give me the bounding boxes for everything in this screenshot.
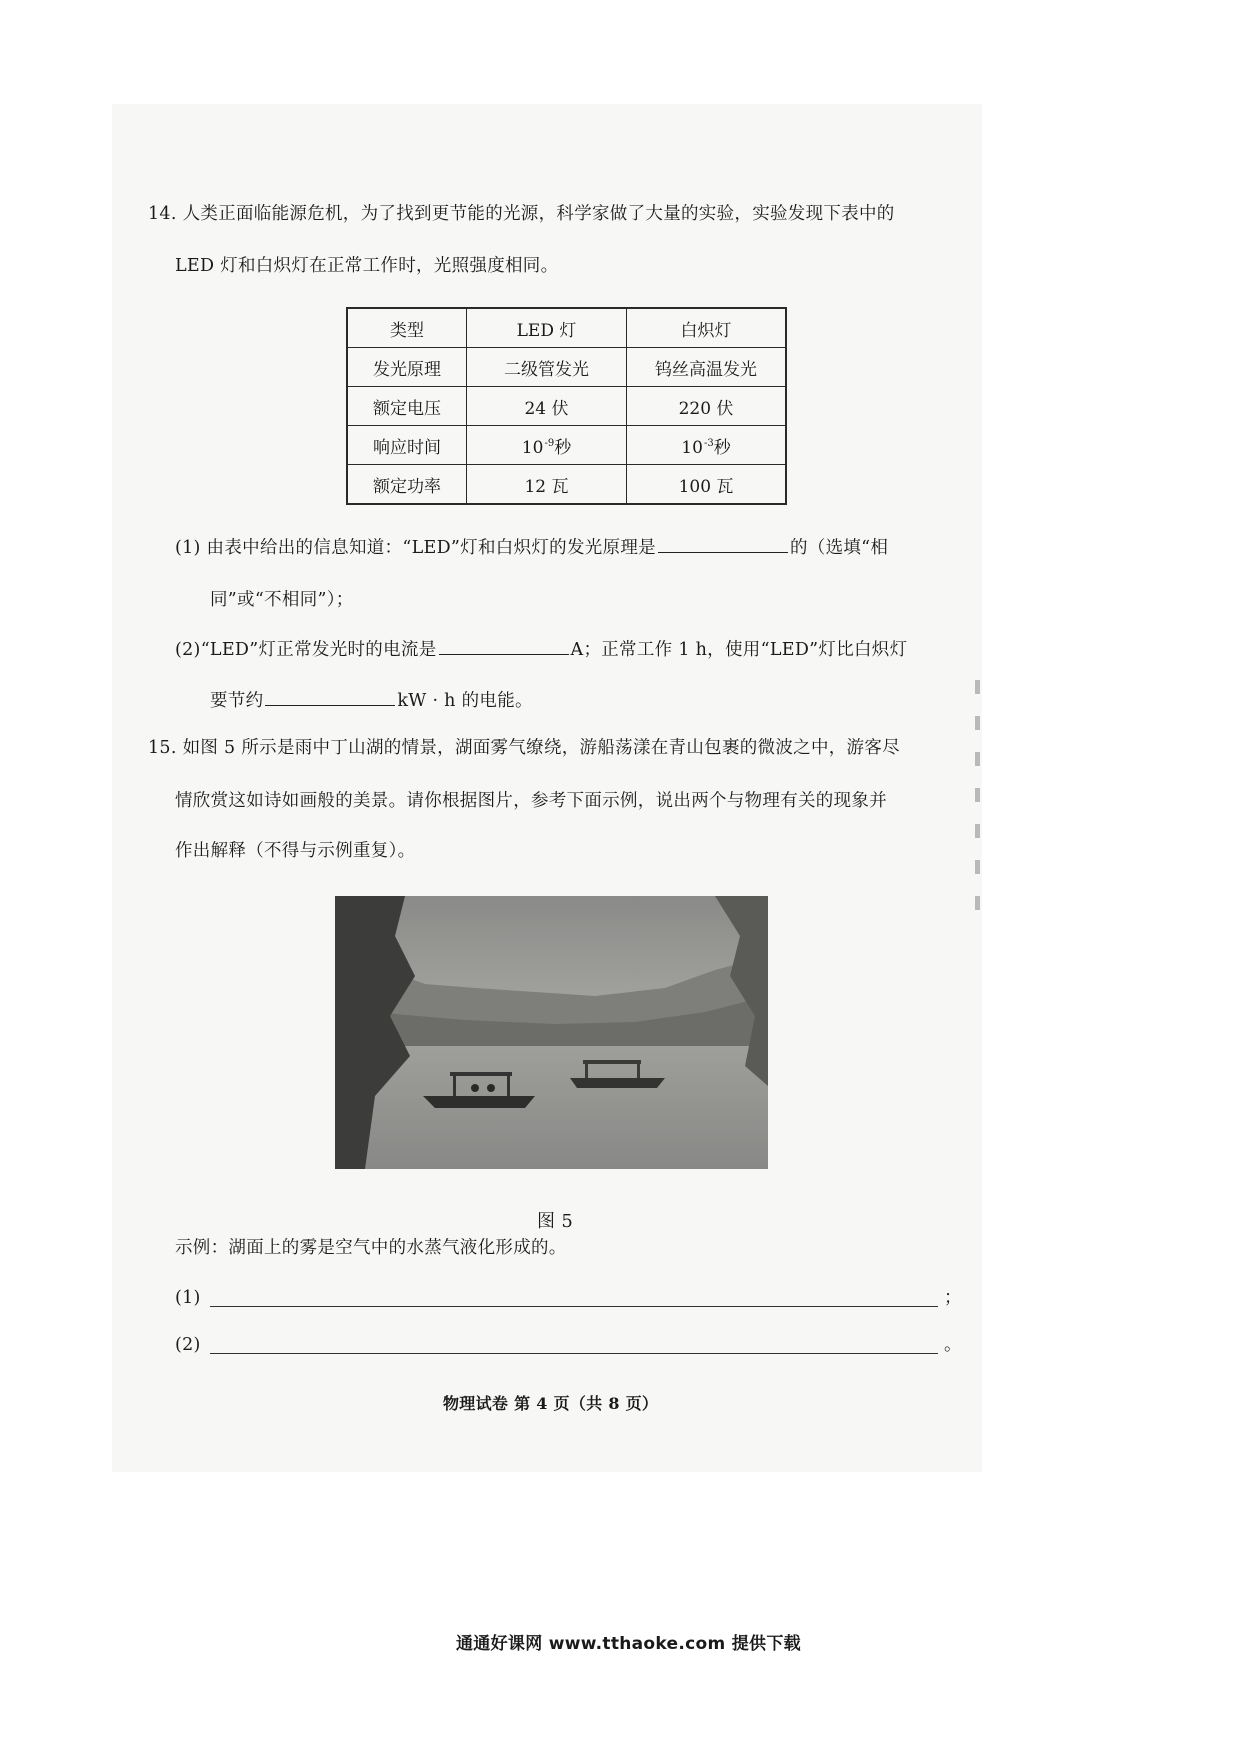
incandescent-cell: 钨丝高温发光	[627, 348, 787, 387]
q15-line3: 作出解释（不得与示例重复）。	[175, 841, 416, 861]
figure-caption: 图 5	[537, 1211, 574, 1232]
row-label: 发光原理	[347, 348, 467, 387]
q14-intro-line2: LED 灯和白炽灯在正常工作时，光照强度相同。	[175, 256, 559, 276]
q14-intro-line1: 14. 人类正面临能源危机，为了找到更节能的光源，科学家做了大量的实验，实验发现下表中的	[148, 204, 895, 224]
header-led: LED 灯	[467, 308, 627, 348]
row-label: 响应时间	[347, 426, 467, 465]
answer-2-end: 。	[944, 1335, 962, 1355]
q14-sub1-line1	[175, 540, 888, 558]
incandescent-cell: 100 瓦	[627, 465, 787, 505]
q15-line2: 情欣赏这如诗如画般的美景。请你根据图片，参考下面示例，说出两个与物理有关的现象并	[175, 791, 887, 811]
answer-1-line[interactable]	[210, 1306, 938, 1307]
led-response-base: 10	[521, 437, 544, 458]
answer-1-end: ；	[944, 1288, 962, 1308]
led-cell: 24 伏	[467, 387, 627, 426]
table-header-row	[347, 308, 786, 348]
header-incandescent: 白炽灯	[627, 308, 787, 348]
q15-example: 示例：湖面上的雾是空气中的水蒸气液化形成的。	[175, 1238, 567, 1258]
table-row	[347, 426, 786, 465]
answer-2-label: (2)	[175, 1335, 201, 1355]
led-cell: 12 瓦	[467, 465, 627, 505]
inc-response-base: 10	[681, 437, 703, 458]
led-cell	[467, 426, 627, 465]
q14-sub2-current-blank[interactable]	[439, 653, 569, 655]
q14-sub2-text: (2)“LED”灯正常发光时的电流是	[175, 640, 437, 660]
answer-1-label: (1)	[175, 1288, 201, 1308]
comparison-table	[346, 307, 787, 505]
q14-sub1-text: (1) 由表中给出的信息知道：“LED”灯和白炽灯的发光原理是	[175, 538, 656, 558]
edge-marks	[972, 680, 984, 932]
row-label: 额定功率	[347, 465, 467, 505]
table-row	[347, 465, 786, 505]
header-type: 类型	[347, 308, 467, 348]
inc-response-unit: 秒	[713, 437, 731, 458]
led-cell: 二级管发光	[467, 348, 627, 387]
inc-response-exponent: -3	[703, 437, 714, 449]
answer-2-line[interactable]	[210, 1353, 938, 1354]
q14-sub1-line2: 同”或“不相同”）；	[210, 590, 354, 610]
led-response-unit: 秒	[554, 437, 572, 458]
q14-sub2-text-c: 要节约	[210, 691, 264, 711]
q15-line1: 15. 如图 5 所示是雨中丁山湖的情景，湖面雾气缭绕，游船荡漾在青山包裹的微波之中，游客尽	[148, 738, 900, 758]
page-footer: 物理试卷 第 4 页（共 8 页）	[443, 1394, 659, 1413]
incandescent-cell: 220 伏	[627, 387, 787, 426]
q14-sub1-option-text: 的（选填“相	[789, 538, 889, 558]
table-row	[347, 348, 786, 387]
led-response-exponent: -9	[544, 437, 555, 449]
table-row	[347, 387, 786, 426]
download-watermark: 通通好课网 www.tthaoke.com 提供下载	[456, 1634, 801, 1654]
q14-sub1-blank[interactable]	[658, 551, 788, 553]
q14-sub2-energy-blank[interactable]	[265, 704, 395, 706]
q14-sub2-text-b: A；正常工作 1 h，使用“LED”灯比白炽灯	[570, 640, 908, 660]
lake-photo	[335, 896, 768, 1169]
incandescent-cell	[627, 426, 787, 465]
q14-sub2-line2	[210, 693, 533, 711]
q14-sub2-line1	[175, 642, 907, 660]
q14-sub2-text-d: kW · h 的电能。	[397, 691, 533, 711]
row-label: 额定电压	[347, 387, 467, 426]
